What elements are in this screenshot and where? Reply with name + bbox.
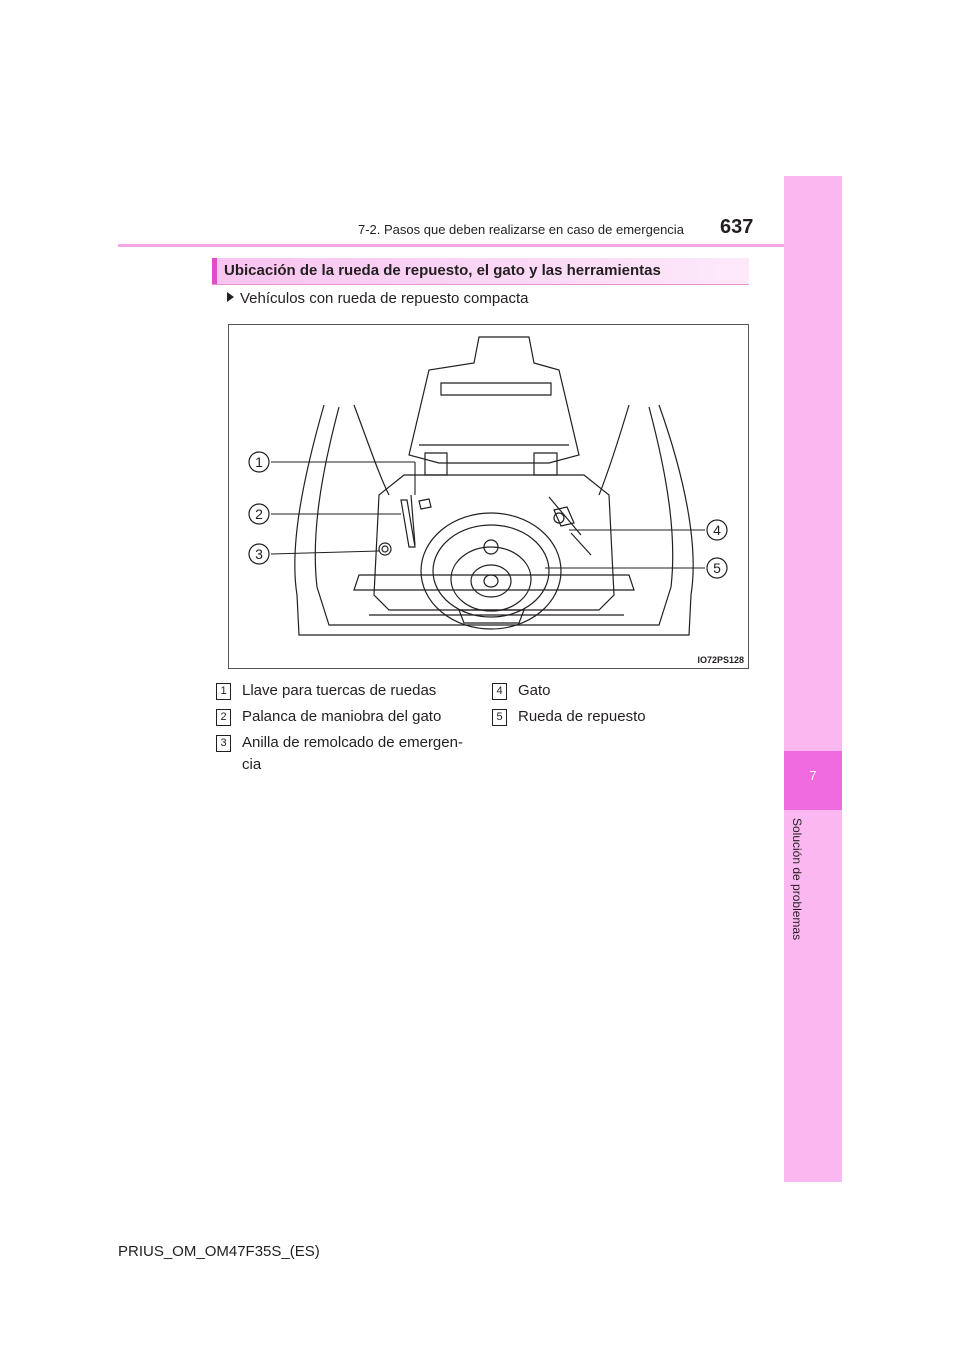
header-rule [118,244,784,247]
trunk-drawing [229,325,750,670]
figure-code: IO72PS128 [697,655,744,665]
document-code-footer: PRIUS_OM_OM47F35S_(ES) [118,1243,320,1260]
chapter-title: Solución de problemas [790,818,804,941]
legend-item-3-line-1: Anilla de remolcado de emergen- [242,734,463,751]
callout-1-label: 1 [255,454,263,470]
section-banner [212,258,749,285]
callout-5-label: 5 [713,560,721,576]
legend-badge-3: 3 [216,735,231,752]
callout-2-label: 2 [255,506,263,522]
callout-3-label: 3 [255,546,263,562]
bullet-text: Vehículos con rueda de repuesto compacta [240,290,529,307]
legend-badge-5: 5 [492,709,507,726]
chapter-number: 7 [809,768,817,783]
legend-item-5: Rueda de repuesto [518,708,646,725]
trunk-illustration [228,324,749,669]
leader-line-3 [271,551,379,554]
legend-badge-2: 2 [216,709,231,726]
section-title: Ubicación de la rueda de repuesto, el gato y las herramientas [224,262,661,279]
running-header: 7-2. Pasos que deben realizarse en caso de emergencia [358,222,684,237]
legend-item-3-line-2: cia [242,756,262,773]
legend-item-2: Palanca de maniobra del gato [242,708,442,725]
chapter-side-tab [784,176,842,1182]
section-banner-accent [212,258,217,284]
legend-item-1: Llave para tuercas de ruedas [242,682,437,699]
bullet-item [227,290,529,307]
bullet-arrow-icon [227,292,234,302]
legend-badge-1: 1 [216,683,231,700]
page-number: 637 [720,216,754,238]
callout-4-label: 4 [713,522,721,538]
legend-item-4: Gato [518,682,551,699]
legend-badge-4: 4 [492,683,507,700]
